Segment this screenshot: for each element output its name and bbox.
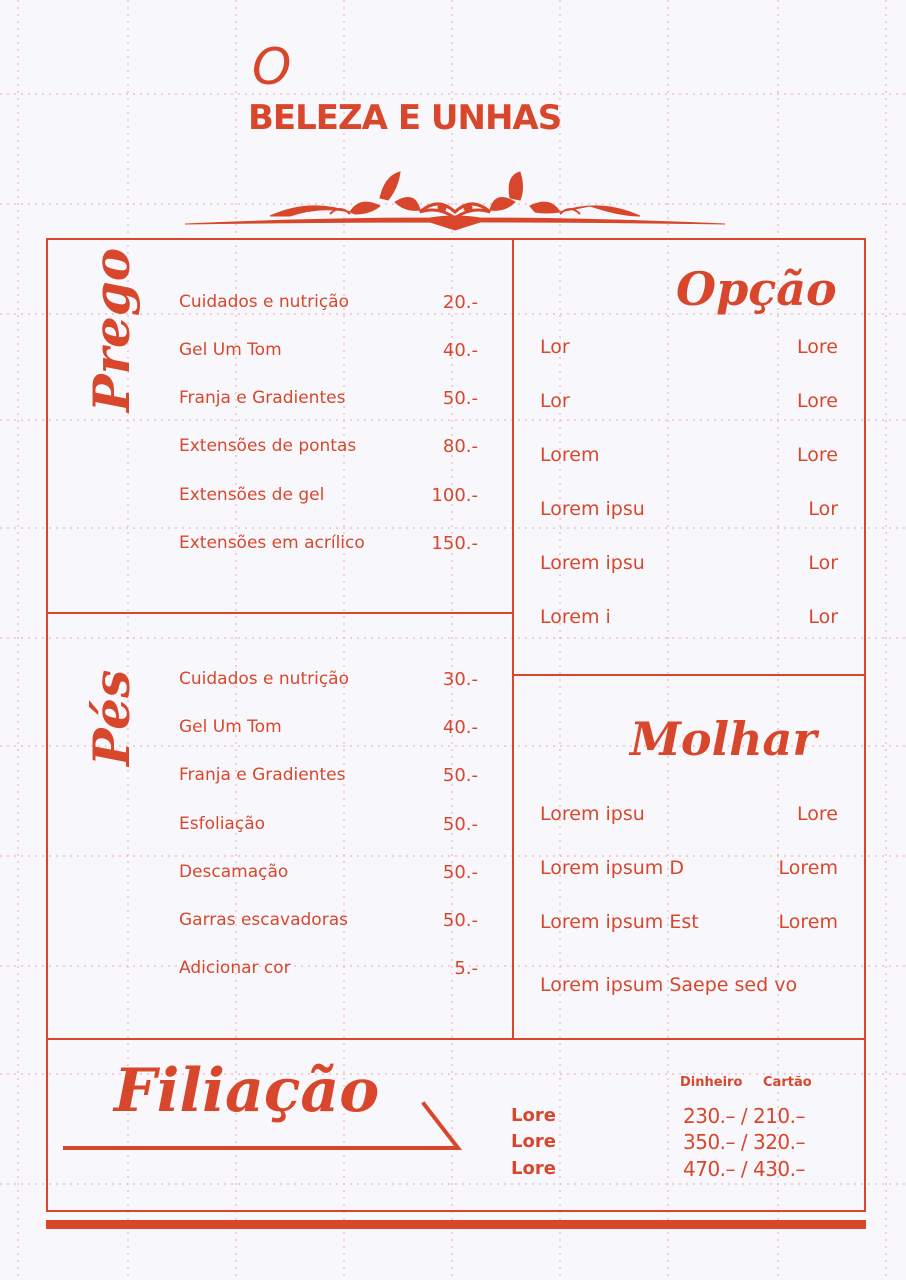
prego-item-price: 50.- [442, 388, 478, 409]
opcao-item-value: Lore [797, 444, 838, 466]
opcao-item-name: Lor [540, 390, 570, 412]
opcao-item-name: Lor [540, 336, 570, 358]
opcao-item-value: Lor [808, 606, 838, 628]
col-header-card: Cartão [763, 1075, 812, 1090]
opcao-item-value: Lor [808, 552, 838, 574]
filiacao-title: Filiação [114, 1056, 380, 1126]
filiacao-row-prices: 230.– / 210.– [683, 1104, 806, 1128]
filiacao-row-label: Lore [511, 1131, 556, 1152]
pes-item-name: Cuidados e nutrição [179, 669, 349, 689]
pes-item-price: 50.- [442, 910, 478, 931]
opcao-item-value: Lor [808, 498, 838, 520]
molhar-item-name: Lorem ipsu [540, 803, 645, 825]
prego-item-name: Franja e Gradientes [179, 388, 346, 408]
filiacao-row-label: Lore [511, 1105, 556, 1126]
prego-item-name: Cuidados e nutrição [179, 292, 349, 312]
prego-item-name: Extensões em acrílico [179, 533, 365, 553]
molhar-footer-item: Lorem ipsum Saepe sed vo [540, 974, 798, 996]
opcao-item-name: Lorem ipsu [540, 552, 645, 574]
pes-item-price: 30.- [442, 669, 478, 690]
prego-item-price: 80.- [442, 436, 478, 457]
pes-item-name: Gel Um Tom [179, 717, 282, 737]
prego-title: Prego [82, 247, 141, 412]
pes-item-price: 5.- [454, 958, 478, 979]
opcao-item-name: Lorem i [540, 606, 611, 628]
col-header-cash: Dinheiro [680, 1075, 743, 1090]
molhar-title: Molhar [630, 712, 817, 766]
prego-item-name: Gel Um Tom [179, 340, 282, 360]
filiacao-row-prices: 470.– / 430.– [683, 1157, 806, 1181]
pes-item-price: 50.- [442, 814, 478, 835]
prego-item-price: 20.- [442, 292, 478, 313]
opcao-title: Opção [676, 262, 837, 316]
pes-item-price: 40.- [442, 717, 478, 738]
molhar-item-value: Lorem [778, 857, 838, 879]
pes-title: Pés [82, 669, 141, 766]
prego-item-price: 100.- [431, 485, 478, 506]
molhar-item-value: Lorem [778, 911, 838, 933]
floral-ornament [180, 168, 730, 234]
pes-item-name: Adicionar cor [179, 958, 291, 978]
pes-item-price: 50.- [442, 765, 478, 786]
prego-item-price: 150.- [431, 533, 478, 554]
footer-bar [46, 1220, 866, 1229]
pes-item-name: Franja e Gradientes [179, 765, 346, 785]
prego-item-name: Extensões de gel [179, 485, 325, 505]
filiacao-underline [62, 1098, 466, 1154]
opcao-item-value: Lore [797, 336, 838, 358]
filiacao-row-label: Lore [511, 1158, 556, 1179]
page-title: BELEZA E UNHAS [248, 98, 562, 138]
opcao-item-name: Lorem ipsu [540, 498, 645, 520]
pes-item-name: Esfoliação [179, 814, 266, 834]
molhar-item-value: Lore [797, 803, 838, 825]
prego-item-price: 40.- [442, 340, 478, 361]
opcao-item-value: Lore [797, 390, 838, 412]
pes-item-name: Descamação [179, 862, 289, 882]
molhar-item-name: Lorem ipsum Est [540, 911, 699, 933]
filiacao-row-prices: 350.– / 320.– [683, 1130, 806, 1154]
pes-item-name: Garras escavadoras [179, 910, 348, 930]
opcao-item-name: Lorem [540, 444, 600, 466]
prego-item-name: Extensões de pontas [179, 436, 357, 456]
molhar-item-name: Lorem ipsum D [540, 857, 684, 879]
pes-item-price: 50.- [442, 862, 478, 883]
header-letter: O [252, 38, 292, 96]
